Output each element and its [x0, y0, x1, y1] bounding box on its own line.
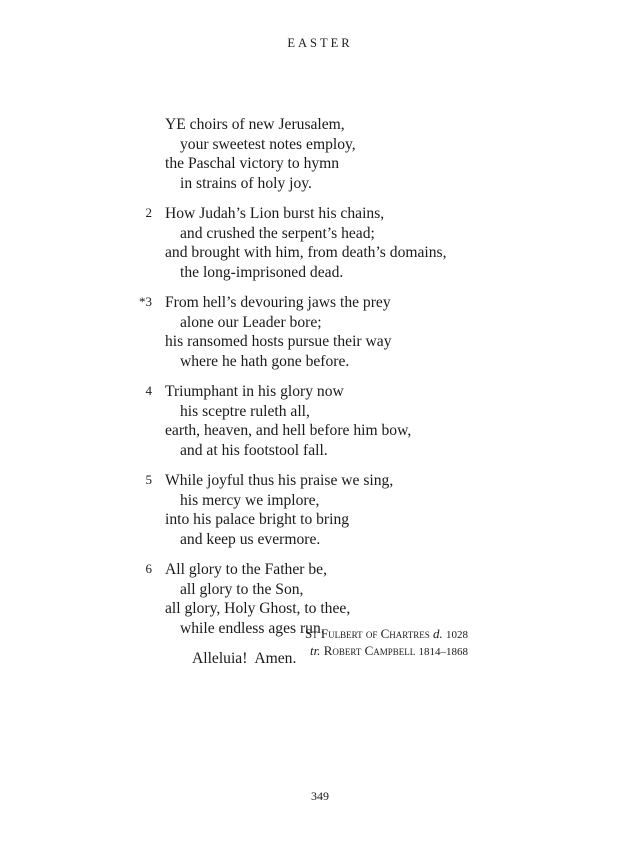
verse-line: his sceptre ruleth all, — [180, 402, 310, 420]
verse-line: and at his footstool fall. — [180, 441, 328, 459]
verse-line: and crushed the serpent’s head; — [180, 224, 375, 242]
verse-line: all glory to the Son, — [180, 580, 304, 598]
verse-line: While joyful thus his praise we sing, — [165, 472, 394, 489]
verse-number: 2 — [145, 205, 152, 220]
attribution — [305, 626, 468, 660]
verse-line: where he hath gone before. — [180, 352, 350, 370]
hymn-text — [0, 115, 640, 669]
running-head: EASTER — [287, 36, 353, 50]
author-date: 1028 — [446, 629, 468, 641]
translator-line — [305, 643, 468, 660]
author-line — [305, 626, 468, 643]
verse-2 — [0, 204, 640, 282]
translator-name: Robert Campbell — [323, 643, 416, 658]
verse-number: 5 — [145, 472, 152, 487]
verse-line: while endless ages run. — [180, 619, 325, 637]
verse-line: and keep us evermore. — [180, 530, 321, 548]
verse-line: all glory, Holy Ghost, to thee, — [165, 600, 351, 617]
verse-line: Triumphant in his glory now — [165, 383, 344, 400]
page-number: 349 — [311, 789, 329, 803]
verse-line: his mercy we implore, — [180, 491, 320, 509]
verse-number: 4 — [145, 383, 152, 398]
verse-line: alone our Leader bore; — [180, 313, 322, 331]
verse-3 — [0, 293, 640, 371]
verse-line: From hell’s devouring jaws the prey — [165, 294, 391, 311]
verse-line: the long-imprisoned dead. — [180, 263, 344, 281]
author-name: St Fulbert of Chartres — [304, 626, 430, 641]
verse-line: in strains of holy joy. — [180, 174, 312, 192]
verse-line: your sweetest notes employ, — [180, 135, 356, 153]
verse-line: YE choirs of new Jerusalem, — [165, 116, 345, 133]
verse-1 — [0, 115, 640, 193]
verse-line: his ransomed hosts pursue their way — [165, 333, 392, 350]
verse-line: the Paschal victory to hymn — [165, 155, 340, 172]
translator-prefix: tr. — [309, 643, 321, 658]
doxology: Alleluia! Amen. — [192, 650, 297, 667]
verse-number: *3 — [139, 294, 152, 309]
author-prefix: d. — [433, 626, 443, 641]
verse-line: All glory to the Father be, — [165, 561, 327, 578]
verse-line: How Judah’s Lion burst his chains, — [165, 205, 385, 222]
verse-4 — [0, 382, 640, 460]
verse-number: 6 — [145, 561, 152, 576]
verse-line: into his palace bright to bring — [165, 511, 350, 528]
verse-line: and brought with him, from death’s domains, — [165, 244, 447, 261]
verse-line: earth, heaven, and hell before him bow, — [165, 422, 412, 439]
verse-5 — [0, 471, 640, 549]
translator-dates: 1814–1868 — [418, 646, 468, 658]
